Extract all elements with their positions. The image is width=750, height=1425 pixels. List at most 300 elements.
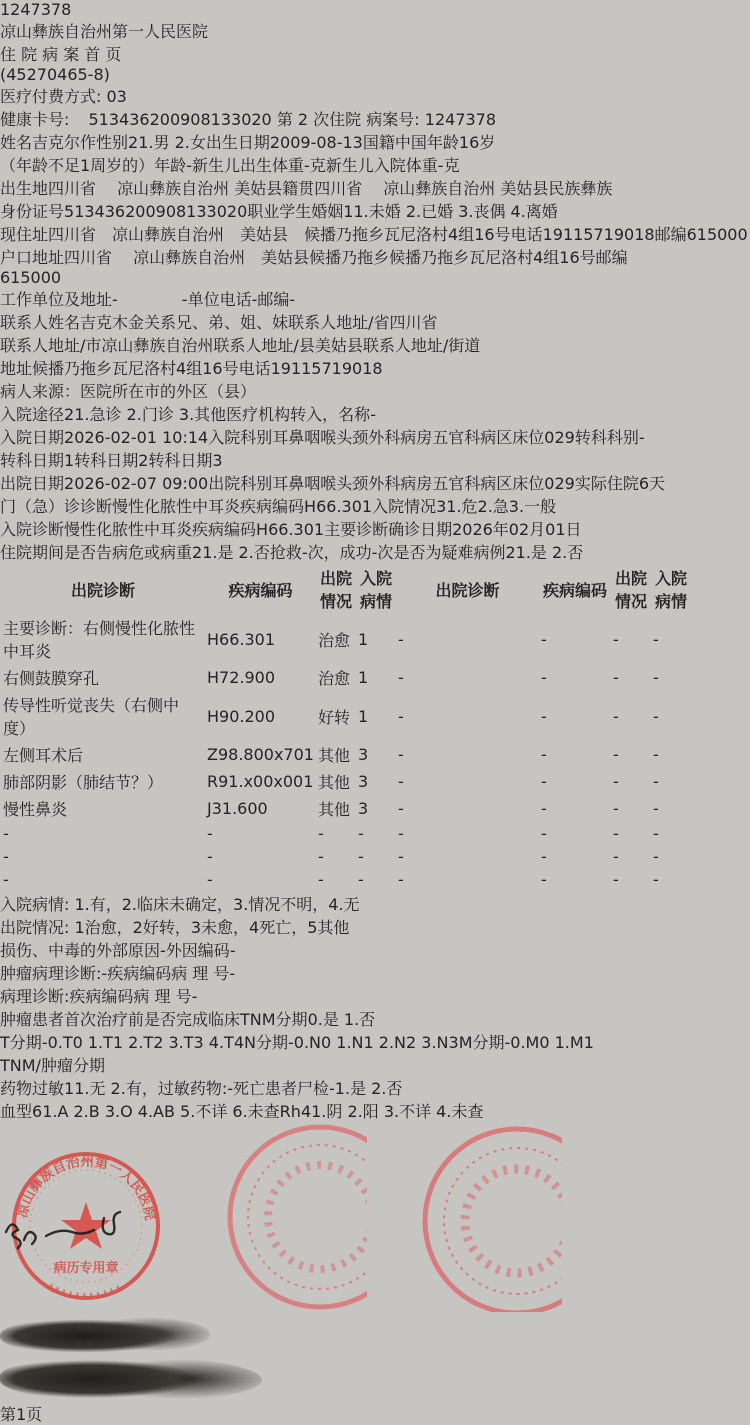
diagnosis-cell: 好转 bbox=[317, 707, 350, 727]
diagnosis-col-header: 入院病情 bbox=[654, 569, 687, 611]
field-label: 婚姻 bbox=[311, 202, 344, 221]
diagnosis-cell: 左侧耳术后 bbox=[3, 746, 84, 765]
diagnosis-cell: - bbox=[207, 870, 213, 889]
field-value: 四川省 凉山彝族自治州 美姑县 bbox=[48, 179, 283, 198]
diagnosis-cell: - bbox=[397, 824, 404, 843]
field-label: 地址 bbox=[0, 359, 33, 378]
diagnosis-cell: 1 bbox=[357, 706, 369, 726]
diagnosis-cell: - bbox=[540, 847, 547, 866]
field-value: 耳鼻咽喉头颈外科 bbox=[272, 474, 401, 493]
field-value: - bbox=[370, 405, 376, 424]
field-value: 615000 bbox=[686, 225, 748, 244]
section-injury bbox=[0, 938, 750, 961]
form-line bbox=[0, 287, 750, 310]
section-allergy bbox=[0, 1076, 750, 1099]
diagnosis-cell: - bbox=[612, 629, 619, 649]
diagnosis-cell: 主要诊断：右侧慢性化脓性中耳炎 bbox=[3, 619, 196, 661]
form-line bbox=[0, 199, 750, 222]
field-label: 病 理 号 bbox=[133, 987, 192, 1006]
checkbox-value: - bbox=[41, 1033, 48, 1052]
diagnosis-cell: - bbox=[540, 706, 547, 726]
field-label: 出生日期 bbox=[205, 133, 270, 152]
field-value: 候播乃拖乡瓦尼洛村4组16号 bbox=[389, 248, 596, 267]
field-label: 性别 bbox=[96, 133, 129, 152]
diagnosis-cell: H90.200 bbox=[207, 706, 276, 726]
field-label: 病房 bbox=[400, 474, 433, 493]
hospital-name: 凉山彝族自治州第一人民医院 bbox=[0, 22, 209, 41]
field-label: M分期 bbox=[458, 1033, 505, 1052]
diagnosis-cell: - bbox=[397, 847, 404, 866]
diagnosis-row bbox=[2, 796, 690, 821]
form-line bbox=[0, 268, 750, 287]
field-label: 门（急）诊诊断 bbox=[0, 497, 113, 516]
field-label: 国籍 bbox=[362, 133, 395, 152]
diagnosis-cell: - bbox=[652, 772, 659, 791]
diagnosis-cell: - bbox=[612, 668, 619, 687]
diagnosis-cell: - bbox=[207, 847, 213, 866]
checkbox-value: 2 bbox=[192, 543, 203, 562]
diagnosis-col-header: 出院情况 bbox=[319, 569, 352, 611]
diagnosis-cell: R91.x00x001 bbox=[207, 772, 314, 791]
form-line bbox=[0, 176, 750, 199]
form-line bbox=[0, 984, 750, 1007]
field-label: 出院科别 bbox=[208, 474, 273, 493]
field-label: 新生儿出生体重 bbox=[191, 156, 304, 175]
field-label: 床位 bbox=[512, 474, 545, 493]
diagnosis-cell: - bbox=[612, 847, 619, 866]
field-label: 0.是 1.否 bbox=[307, 1010, 376, 1029]
field-value: 五官科病区 bbox=[432, 428, 513, 447]
field-label: 死亡患者尸检 bbox=[233, 1079, 330, 1098]
field-value: 慢性化脓性中耳炎 bbox=[112, 497, 241, 516]
diagnosis-cell: - bbox=[652, 870, 659, 889]
field-value: 兄、弟、姐、妹 bbox=[176, 313, 289, 332]
field-label: 邮编 bbox=[595, 248, 628, 267]
field-label: 入院情况 bbox=[372, 497, 437, 516]
checkbox-value: 2 bbox=[64, 405, 75, 424]
diagnosis-cell: 慢性鼻炎 bbox=[3, 800, 68, 819]
health-card-value: 513436200908133020 bbox=[88, 110, 272, 129]
field-label: 外因编码 bbox=[165, 941, 230, 960]
diagnosis-cell: - bbox=[652, 706, 659, 726]
form-line bbox=[0, 425, 750, 448]
diagnosis-cell: 3 bbox=[357, 772, 369, 791]
checkbox-value: 1 bbox=[64, 1079, 75, 1098]
diagnosis-col-header: 出院诊断 bbox=[435, 580, 500, 600]
field-label: 入院途径 bbox=[0, 405, 65, 424]
diagnosis-row bbox=[2, 769, 690, 794]
field-label: 年龄 bbox=[426, 133, 459, 152]
form-line bbox=[0, 379, 750, 402]
checkbox-value: - bbox=[329, 1079, 335, 1098]
field-label: 住院期间是否告病危或病重 bbox=[0, 543, 193, 562]
ink-smudge-left bbox=[0, 1316, 210, 1356]
field-label: Rh bbox=[279, 1102, 301, 1121]
field-label: TNM/肿瘤分期 bbox=[0, 1056, 105, 1075]
checkbox-value: - bbox=[287, 1033, 294, 1052]
diagnosis-cell: 1 bbox=[357, 668, 369, 687]
field-label: 民族 bbox=[548, 179, 581, 198]
field-label: 1.无 2.有，过敏药物: bbox=[74, 1079, 228, 1098]
field-label: 损伤、中毒的外部原因 bbox=[0, 941, 161, 960]
checkbox-value: 1 bbox=[343, 202, 354, 221]
diagnosis-cell: H66.301 bbox=[207, 629, 276, 649]
field-label: N分期 bbox=[244, 1033, 288, 1052]
field-label: 实际住院 bbox=[574, 474, 639, 493]
diagnosis-cell: - bbox=[652, 745, 659, 764]
field-label: 1.是 2.否 bbox=[515, 543, 584, 562]
diagnosis-row bbox=[2, 869, 690, 890]
field-value: 2026-02-01 10:14 bbox=[64, 428, 209, 447]
field-label: 转科科别 bbox=[574, 428, 639, 447]
diagnosis-cell: - bbox=[652, 847, 659, 866]
field-label: 联系人地址/县 bbox=[213, 336, 315, 355]
field-label: 新生儿入院体重 bbox=[325, 156, 438, 175]
section-identity bbox=[0, 130, 750, 287]
seal-center-text: 病历专用章 bbox=[53, 1261, 119, 1276]
hospital-seal bbox=[0, 1140, 172, 1312]
field-label: 1.阴 2.阳 3.不详 4.未查 bbox=[311, 1102, 484, 1121]
field-value: 615000 bbox=[0, 268, 62, 287]
field-value: - bbox=[289, 290, 296, 309]
field-label: 单位电话 bbox=[187, 290, 252, 309]
field-label: 籍贯 bbox=[282, 179, 315, 198]
diagnosis-col-header: 入院病情 bbox=[359, 569, 392, 611]
form-bottom-sections bbox=[0, 938, 750, 1122]
form-line bbox=[0, 1099, 750, 1122]
field-value: 候播乃拖乡瓦尼洛村4组16号 bbox=[32, 359, 239, 378]
barcode-number: 1247378 bbox=[0, 0, 72, 19]
field-label: 现住址 bbox=[0, 225, 49, 244]
health-card-row bbox=[0, 107, 750, 130]
diagnosis-row bbox=[2, 823, 690, 844]
field-label: 天 bbox=[649, 474, 666, 493]
medical-record-form bbox=[0, 130, 750, 1122]
field-value: - bbox=[186, 156, 192, 175]
field-label: 疾病编码 bbox=[69, 987, 134, 1006]
field-label: 职业 bbox=[247, 202, 280, 221]
diagnosis-cell: - bbox=[612, 706, 619, 726]
form-line bbox=[0, 245, 750, 268]
field-label: 候播乃拖乡 bbox=[309, 248, 390, 267]
diagnosis-cell: - bbox=[612, 799, 619, 818]
field-value: 四川省 凉山彝族自治州 美姑县 bbox=[64, 248, 310, 267]
field-value: - bbox=[303, 156, 310, 175]
diagnosis-cell: - bbox=[397, 706, 404, 726]
field-value: - bbox=[638, 428, 645, 447]
diagnosis-cell: - bbox=[3, 870, 9, 889]
diagnosis-row bbox=[2, 846, 690, 867]
field-label: 次 bbox=[377, 543, 394, 562]
field-value: - bbox=[437, 156, 444, 175]
diagnosis-cell: H72.900 bbox=[207, 668, 276, 687]
diagnosis-cell: 治愈 bbox=[317, 630, 350, 650]
diagnosis-cell: - bbox=[652, 799, 659, 818]
field-label: 电话 bbox=[238, 359, 271, 378]
diagnosis-cell: - bbox=[540, 745, 547, 764]
diagnosis-cell: - bbox=[540, 668, 547, 687]
form-line bbox=[0, 333, 750, 356]
field-value: - bbox=[101, 964, 108, 983]
field-label: 次，成功 bbox=[307, 543, 372, 562]
field-value: 美姑县 bbox=[314, 336, 363, 355]
diagnosis-cell: - bbox=[357, 847, 364, 866]
form-line bbox=[0, 471, 750, 494]
section-tumor bbox=[0, 961, 750, 1007]
diagnosis-cell: J31.600 bbox=[207, 799, 268, 818]
diagnosis-col-header: 出院诊断 bbox=[70, 580, 135, 600]
field-value: - bbox=[191, 987, 198, 1006]
field-label: 出院日期 bbox=[0, 474, 65, 493]
field-value: - bbox=[301, 543, 308, 562]
field-label: 疾病编码 bbox=[240, 497, 305, 516]
field-label: 1.是 2.否 bbox=[202, 543, 270, 562]
field-label: 入院诊断 bbox=[0, 520, 65, 539]
form-line bbox=[0, 1007, 750, 1030]
field-value: 学生 bbox=[279, 202, 312, 221]
field-label: 抢救 bbox=[269, 543, 302, 562]
diagnosis-cell: 3 bbox=[357, 799, 369, 818]
diagnosis-cell: - bbox=[612, 745, 619, 764]
seal-arc-text: 凉山彝族自治州第一人民医院 bbox=[14, 1153, 158, 1222]
diagnosis-cell: - bbox=[612, 870, 619, 889]
field-label: 病理诊断: bbox=[0, 987, 70, 1006]
field-label: 身份证号 bbox=[0, 202, 65, 221]
form-line bbox=[0, 222, 750, 245]
field-label: 病 理 号 bbox=[171, 964, 230, 983]
field-value: - - bbox=[112, 290, 188, 309]
field-label: 姓名 bbox=[0, 133, 33, 152]
diagnosis-cell: 肺部阴影（肺结节？） bbox=[3, 773, 164, 792]
field-value: 2026年02月01日 bbox=[452, 520, 582, 539]
field-value: 四川省 凉山彝族自治州 美姑县 候播乃拖乡瓦尼洛村4组16号 bbox=[48, 225, 511, 244]
form-line bbox=[0, 402, 750, 425]
field-value: - bbox=[229, 964, 236, 983]
diagnosis-cell: - bbox=[652, 668, 659, 687]
field-label: 1.危2.急3.一般 bbox=[446, 497, 557, 516]
record-no-value: 1247378 bbox=[424, 110, 497, 129]
field-label: 1.男 2.女 bbox=[138, 133, 206, 152]
field-label: 入院科别 bbox=[208, 428, 273, 447]
ink-smudge-right bbox=[0, 1356, 262, 1402]
field-label: 电话 bbox=[510, 225, 543, 244]
diagnosis-cell: - bbox=[397, 668, 404, 687]
diagnosis-cell: - bbox=[540, 824, 547, 843]
field-value: - bbox=[371, 543, 378, 562]
field-label: 是否为疑难病例 bbox=[393, 543, 506, 562]
form-line bbox=[0, 938, 750, 961]
page-number: 第1页 bbox=[0, 1405, 43, 1424]
field-label: （年龄不足1周岁的）年龄 bbox=[0, 156, 187, 175]
field-label: 联系人地址/街道 bbox=[362, 336, 481, 355]
field-label: 0.M0 1.M1 bbox=[510, 1033, 594, 1052]
field-label: 户口地址 bbox=[0, 248, 65, 267]
field-value: H66.301 bbox=[304, 497, 373, 516]
diagnosis-cell: - bbox=[397, 745, 404, 764]
form-line bbox=[0, 153, 750, 176]
diagnosis-row bbox=[2, 665, 690, 690]
section-blood bbox=[0, 1099, 750, 1122]
section-tnm bbox=[0, 1007, 750, 1076]
diagnosis-cell: - bbox=[612, 772, 619, 791]
diagnosis-cell: 右侧鼓膜穿孔 bbox=[3, 669, 100, 688]
field-label: 药物过敏 bbox=[0, 1079, 65, 1098]
diagnosis-cell: - bbox=[652, 824, 659, 843]
admission-condition-legend: 入院病情: 1.有，2.临床未确定，3.情况不明，4.无 bbox=[0, 895, 360, 914]
field-label: 联系人地址/省 bbox=[288, 313, 390, 332]
diagnosis-cell: - bbox=[357, 824, 364, 843]
page-title: 住 院 病 案 首 页 bbox=[0, 45, 122, 64]
field-label: 1.未婚 2.已婚 3.丧偶 4.离婚 bbox=[353, 202, 558, 221]
field-value: 彝族 bbox=[580, 179, 613, 198]
field-value: - bbox=[229, 941, 236, 960]
form-code: (45270465-8) bbox=[0, 65, 110, 84]
diagnosis-cell: - bbox=[540, 870, 547, 889]
field-label: 0.T0 1.T1 2.T2 3.T3 4.T4 bbox=[47, 1033, 244, 1052]
field-label: 转科日期1 bbox=[0, 451, 75, 470]
field-value: 吉克木金 bbox=[80, 313, 145, 332]
field-value: 2026-02-07 09:00 bbox=[64, 474, 209, 493]
payment-method-label: 医疗付费方式: bbox=[0, 87, 102, 106]
diagnosis-row bbox=[2, 692, 690, 740]
diagnosis-cell: 其他 bbox=[317, 773, 350, 792]
diagnosis-cell: - bbox=[317, 824, 324, 843]
form-top-sections bbox=[0, 130, 750, 563]
field-value: 2009-08-13 bbox=[269, 133, 363, 152]
checkbox-value: 2 bbox=[505, 543, 516, 562]
field-value: 四川省 bbox=[389, 313, 438, 332]
checkbox-value: 3 bbox=[436, 497, 447, 516]
diagnosis-cell: - bbox=[3, 847, 9, 866]
field-label: 病房 bbox=[400, 428, 433, 447]
diagnosis-cell: - bbox=[397, 870, 404, 889]
form-line bbox=[0, 1076, 750, 1099]
discharge-status-legend: 出院情况: 1治愈，2好转，3未愈，4死亡，5其他 bbox=[0, 918, 350, 937]
field-label: 血型 bbox=[0, 1102, 33, 1121]
field-label: 肿瘤患者首次治疗前是否完成临床TNM分期 bbox=[0, 1010, 308, 1029]
field-label: 出生地 bbox=[0, 179, 49, 198]
field-label: 工作单位及地址 bbox=[0, 290, 113, 309]
field-label: 疾病编码 bbox=[192, 520, 257, 539]
form-line bbox=[0, 517, 750, 540]
form-line bbox=[0, 448, 750, 471]
field-label: 0.N0 1.N1 2.N2 3.N3 bbox=[293, 1033, 459, 1052]
field-label: 肿瘤病理诊断: bbox=[0, 964, 102, 983]
legend-row bbox=[0, 892, 750, 938]
diagnosis-col-header: 出院情况 bbox=[614, 569, 647, 611]
field-label: 疾病编码 bbox=[107, 964, 172, 983]
field-label: 1.急诊 2.门诊 3.其他医疗机构转入，名称 bbox=[74, 405, 371, 424]
checkbox-value: - bbox=[504, 1033, 511, 1052]
field-label: 克 bbox=[443, 156, 460, 175]
form-line bbox=[0, 130, 750, 153]
field-value: 四川省 凉山彝族自治州 美姑县 bbox=[314, 179, 549, 198]
diagnosis-cell: - bbox=[397, 799, 404, 818]
field-value: 慢性化脓性中耳炎 bbox=[64, 520, 193, 539]
field-label: 克 bbox=[309, 156, 326, 175]
field-label: 床位 bbox=[512, 428, 545, 447]
diagnosis-cell: 1 bbox=[357, 629, 369, 649]
payment-method-value: 03 bbox=[106, 87, 127, 106]
diagnosis-cell: - bbox=[317, 870, 324, 889]
field-value: 五官科病区 bbox=[432, 474, 513, 493]
admission-count: 第 2 次住院 bbox=[276, 110, 362, 129]
diagnosis-col-header: 疾病编码 bbox=[228, 580, 293, 600]
scanner-edge-band bbox=[0, 0, 45, 1000]
diagnosis-cell: - bbox=[397, 772, 404, 791]
diagnosis-cell: - bbox=[540, 799, 547, 818]
field-value: 513436200908133020 bbox=[64, 202, 248, 221]
diagnosis-cell: - bbox=[397, 629, 404, 649]
partial-seal-top bbox=[177, 1122, 367, 1312]
checkbox-value: 2 bbox=[128, 133, 139, 152]
diagnosis-cell: 传导性听觉丧失（右侧中度） bbox=[3, 696, 180, 738]
record-no-label: 病案号: bbox=[366, 110, 420, 129]
health-card-label: 健康卡号: bbox=[0, 110, 70, 129]
field-label: 关系 bbox=[144, 313, 177, 332]
field-value: 19115719018 bbox=[270, 359, 383, 378]
field-value: 吉克尔作 bbox=[32, 133, 97, 152]
field-label: 联系人姓名 bbox=[0, 313, 81, 332]
section-contact bbox=[0, 287, 750, 563]
form-line bbox=[0, 310, 750, 333]
form-line bbox=[0, 961, 750, 984]
field-label: 邮编 bbox=[654, 225, 687, 244]
field-value: 中国 bbox=[394, 133, 427, 152]
diagnosis-cell: - bbox=[207, 824, 213, 843]
diagnosis-cell: - bbox=[3, 824, 9, 843]
field-label: 转科日期3 bbox=[148, 451, 223, 470]
checkbox-value: 6 bbox=[32, 1102, 43, 1121]
field-value: - bbox=[227, 1079, 233, 1098]
field-value: 凉山彝族自治州 bbox=[101, 336, 214, 355]
field-value: 19115719018 bbox=[542, 225, 655, 244]
field-value: H66.301 bbox=[256, 520, 325, 539]
form-line bbox=[0, 1030, 750, 1053]
form-line bbox=[0, 356, 750, 379]
diagnosis-cell: 其他 bbox=[317, 800, 350, 819]
payment-method-row bbox=[0, 84, 750, 107]
field-label: 转科日期2 bbox=[74, 451, 149, 470]
field-label: T分期 bbox=[0, 1033, 42, 1052]
field-label: 1.是 2.否 bbox=[334, 1079, 403, 1098]
field-label: 联系人地址/市 bbox=[0, 336, 102, 355]
form-line bbox=[0, 1053, 750, 1076]
diagnosis-row bbox=[2, 615, 690, 663]
diagnosis-cell: Z98.800x701 bbox=[207, 745, 314, 764]
field-label: 1.A 2.B 3.O 4.AB 5.不详 6.未查 bbox=[42, 1102, 280, 1121]
field-value: 耳鼻咽喉头颈外科 bbox=[272, 428, 401, 447]
diagnosis-row bbox=[2, 742, 690, 767]
diagnosis-table bbox=[0, 563, 692, 892]
diagnosis-cell: - bbox=[317, 847, 324, 866]
checkbox-value: 4 bbox=[300, 1102, 312, 1121]
field-value: 6 bbox=[638, 474, 650, 493]
form-line bbox=[0, 540, 750, 563]
partial-seal-bottom bbox=[372, 1122, 562, 1312]
field-label: 入院日期 bbox=[0, 428, 65, 447]
diagnosis-cell: - bbox=[357, 870, 364, 889]
field-value: - bbox=[251, 290, 258, 309]
diagnosis-col-header: 疾病编码 bbox=[542, 580, 607, 600]
field-value: - bbox=[160, 941, 166, 960]
diagnosis-cell: - bbox=[652, 629, 659, 649]
field-label: 病人来源：医院所在市的外区（县） bbox=[0, 382, 257, 401]
diagnosis-cell: 其他 bbox=[317, 746, 350, 765]
field-value: 16岁 bbox=[458, 133, 496, 152]
diagnosis-cell: 3 bbox=[357, 745, 369, 764]
diagnosis-cell: - bbox=[612, 824, 619, 843]
